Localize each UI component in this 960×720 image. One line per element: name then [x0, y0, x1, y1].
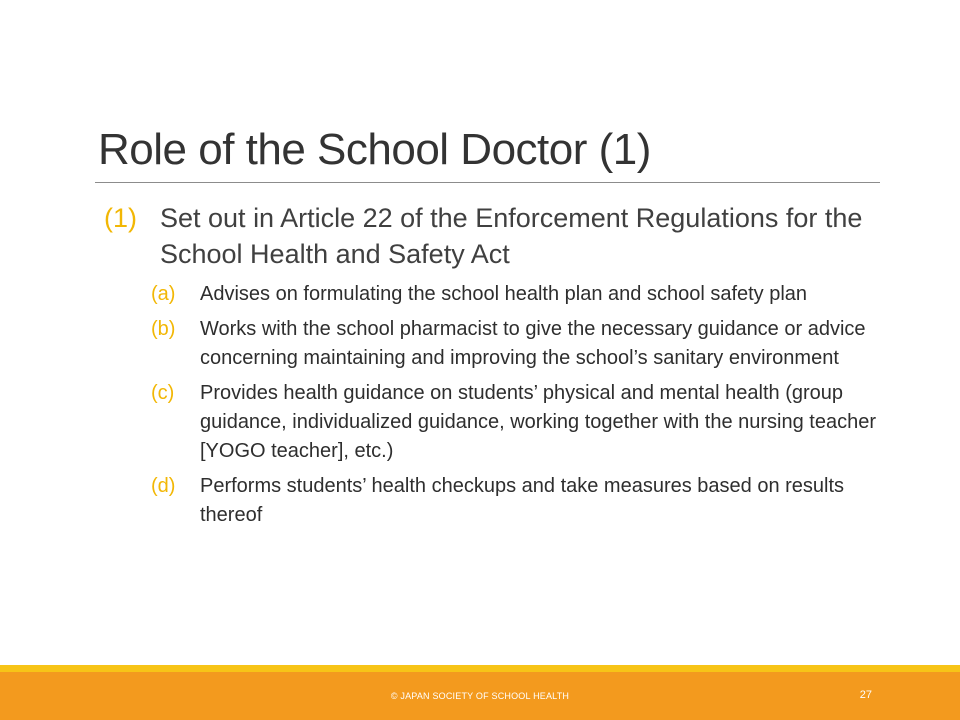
title-divider	[95, 182, 880, 183]
main-point-text: Set out in Article 22 of the Enforcement Regulations for the School Health and Safety Act	[160, 203, 863, 269]
sub-point-text: Performs students’ health checkups and take measures based on results thereof	[200, 475, 845, 526]
main-point-number: (1)	[104, 203, 137, 233]
sub-point-d	[151, 472, 884, 530]
copyright-text: © JAPAN SOCIETY OF SCHOOL HEALTH	[390, 691, 570, 701]
footer-accent-stripe	[0, 665, 960, 672]
sub-point-text: Advises on formulating the school health plan and school safety plan	[200, 283, 808, 305]
sub-point-b	[151, 315, 884, 373]
sub-point-label: (d)	[151, 475, 176, 497]
slide-title: Role of the School Doctor (1)	[98, 125, 651, 174]
sub-point-a	[151, 280, 884, 309]
sub-point-c	[151, 379, 884, 466]
sub-point-list	[104, 280, 884, 530]
sub-point-label: (b)	[151, 318, 176, 340]
footer-bar	[0, 672, 960, 720]
sub-point-text: Provides health guidance on students’ physical and mental health (group guidance, individualized guidance, working together with the nursing teacher [YOGO teacher], etc.)	[200, 382, 876, 462]
page-number: 27	[859, 689, 872, 701]
sub-point-text: Works with the school pharmacist to give the necessary guidance or advice concerning maintaining and improving the school’s sanitary environment	[200, 318, 866, 369]
slide-content	[104, 200, 884, 536]
main-point	[104, 200, 884, 272]
sub-point-label: (c)	[151, 382, 175, 404]
sub-point-label: (a)	[151, 283, 176, 305]
